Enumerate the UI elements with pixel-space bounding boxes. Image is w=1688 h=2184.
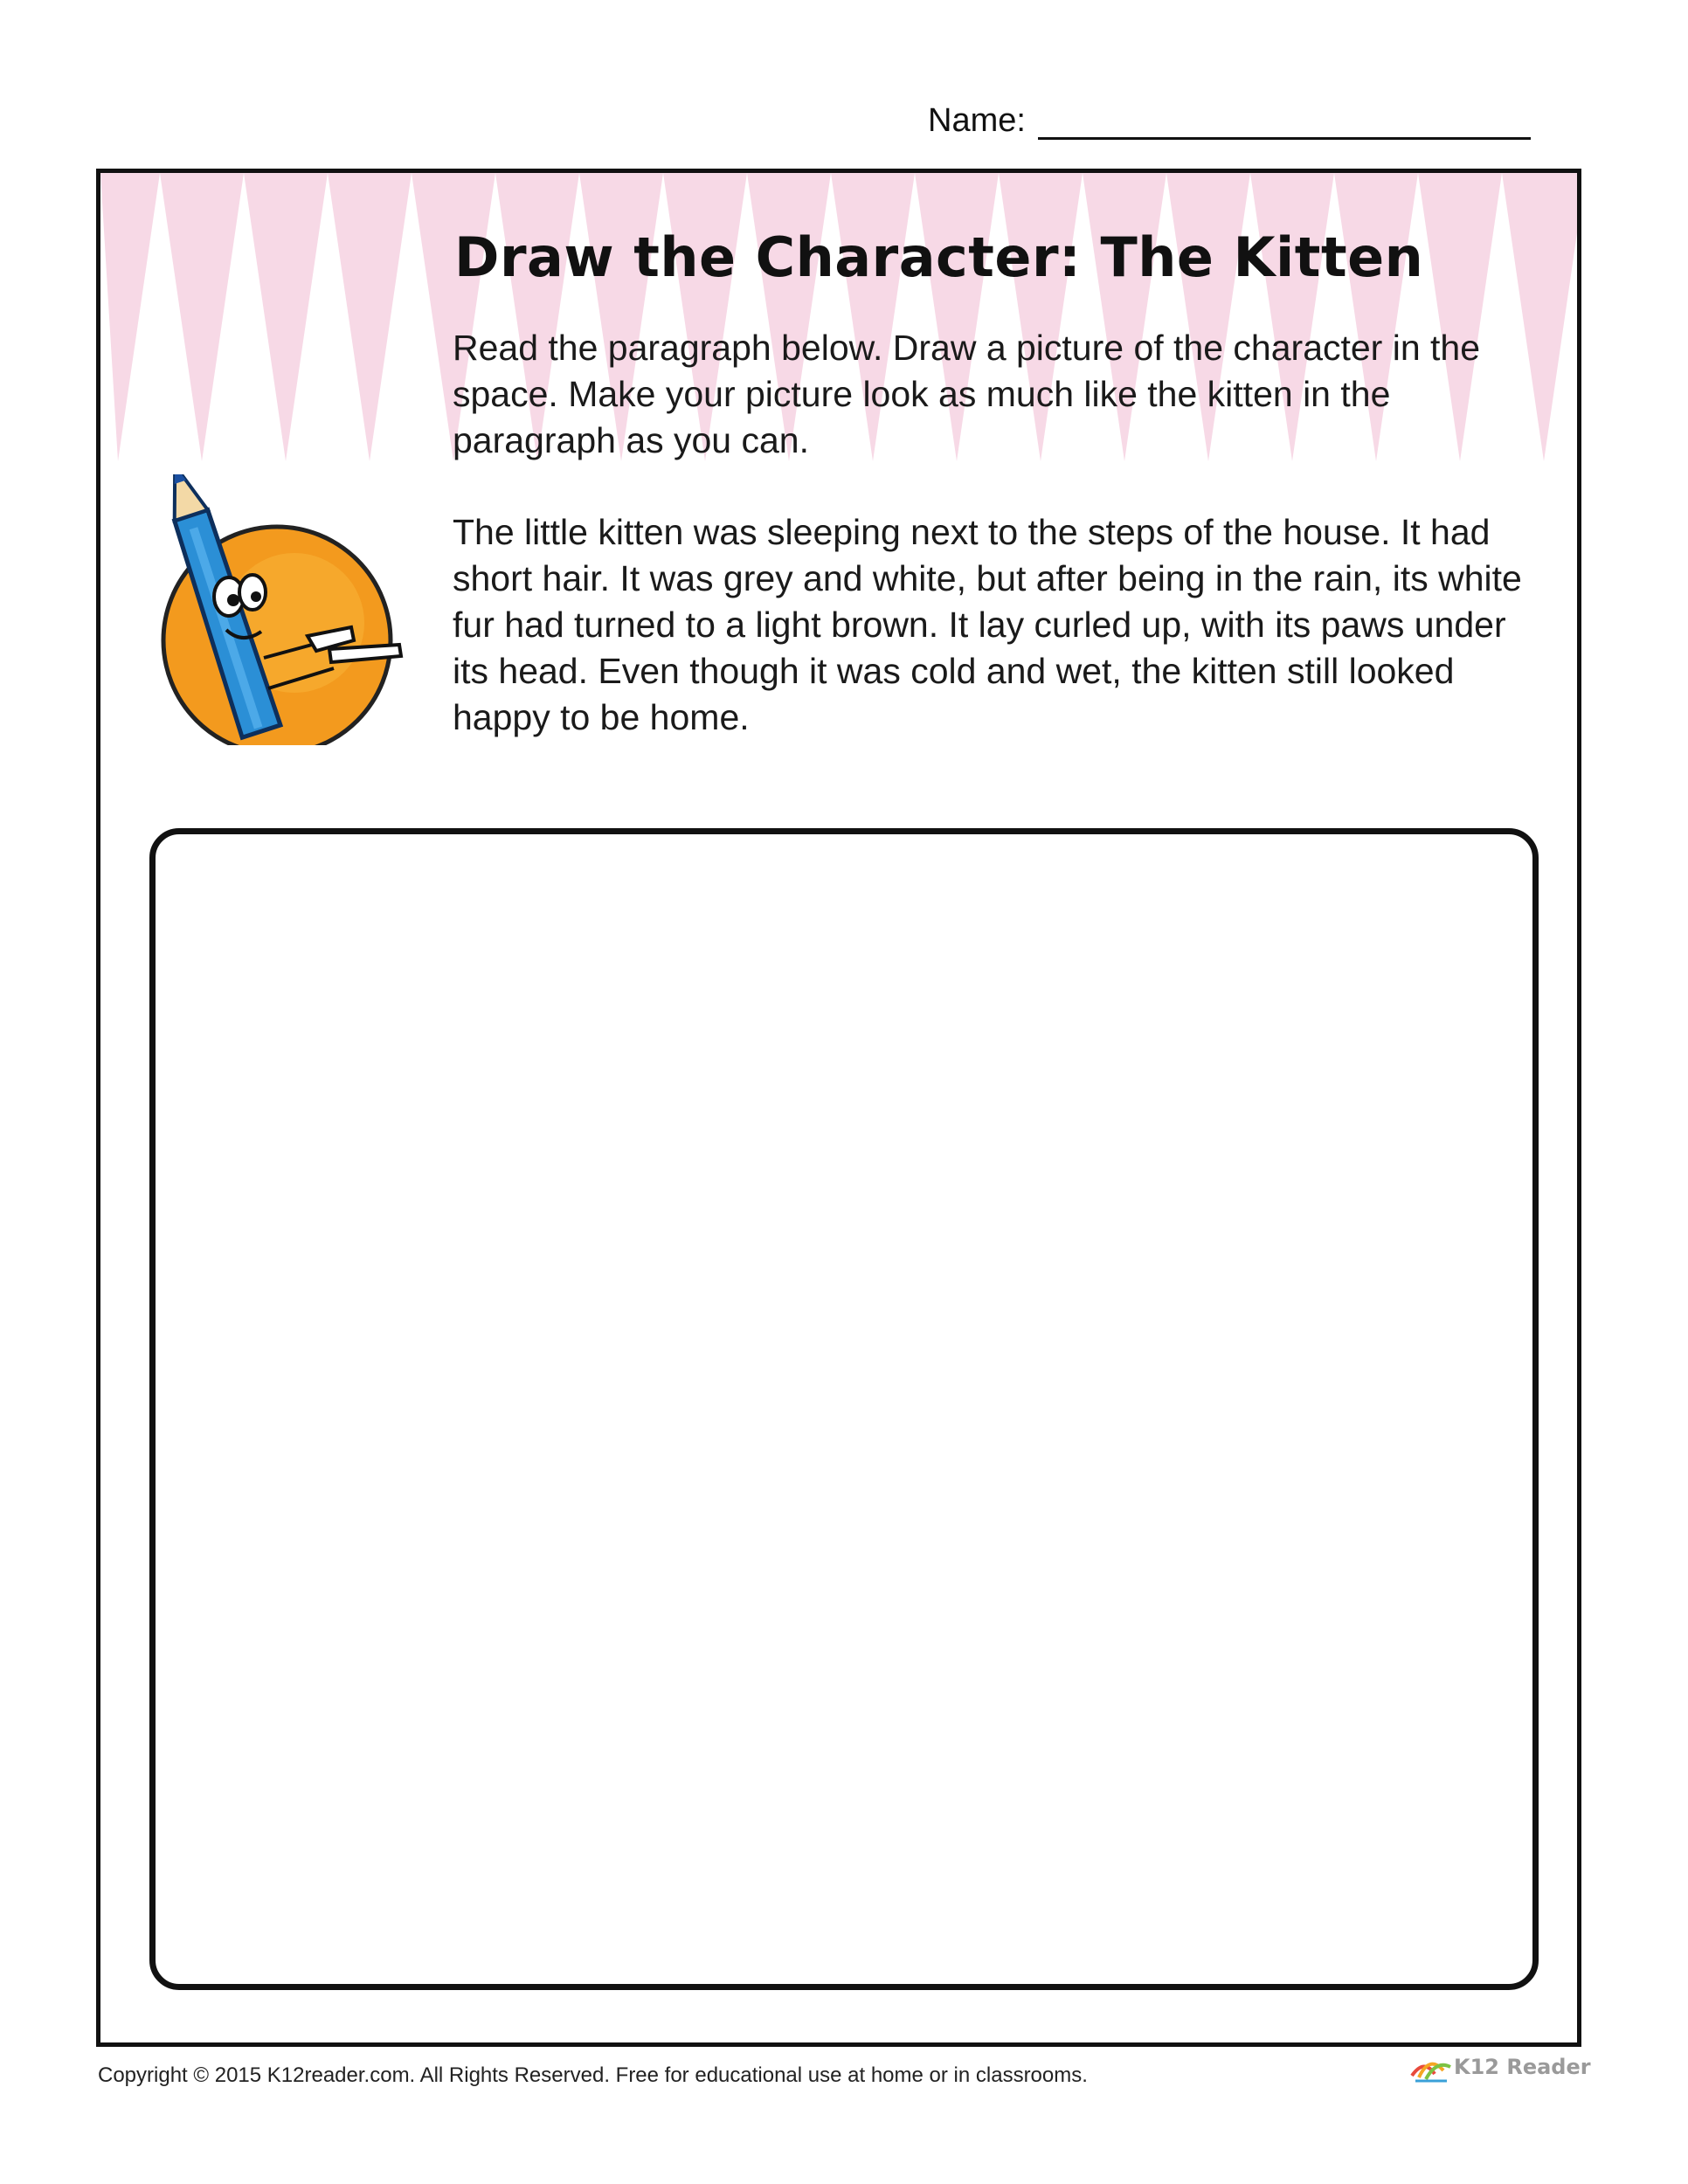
copyright-footer: Copyright © 2015 K12reader.com. All Rights Reserved. Free for educational use at home or in classrooms. (98, 2063, 1088, 2087)
name-label: Name: (928, 102, 1026, 139)
logo-icon (1408, 2049, 1452, 2084)
pencil-mascot-icon (146, 474, 408, 745)
drawing-area[interactable] (149, 828, 1539, 1990)
name-field[interactable] (1038, 95, 1531, 140)
logo-text: K12 Reader (1454, 2055, 1591, 2079)
worksheet-frame (96, 169, 1581, 2047)
page-title: Draw the Character: The Kitten (454, 225, 1424, 289)
k12-reader-logo (1408, 2049, 1591, 2084)
instructions-text: Read the paragraph below. Draw a picture of the character in the space. Make your picture look as much like the kitten in the paragraph as you can. (453, 328, 1481, 460)
story-paragraph: The little kitten was sleeping next to the steps of the house. It had short hair. It was grey and white, but after being in the rain, its white fur had turned to a light brown. It lay curled up, with its paws under its head. Even though it was cold and wet, the kitten still looked happy to be home. (453, 512, 1522, 737)
name-line (928, 87, 1531, 140)
